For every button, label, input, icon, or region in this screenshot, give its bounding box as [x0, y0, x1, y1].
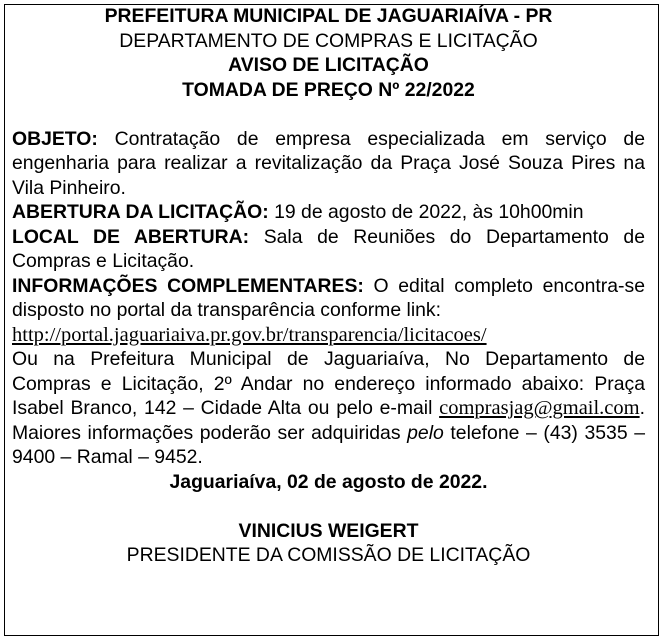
objeto-paragraph [12, 127, 645, 201]
informacoes-paragraph [12, 274, 645, 323]
spacer [12, 494, 645, 519]
objeto-text: Contratação de empresa especializada em serviço de engenharia para realizar a revitalização da Praça José Souza Pires na Vila Pinheiro. [12, 127, 645, 199]
signature-title: PRESIDENTE DA COMISSÃO DE LICITAÇÃO [126, 544, 531, 566]
objeto-label: OBJETO: [12, 127, 98, 150]
pelo-text: pelo [407, 421, 444, 444]
local-label: LOCAL DE ABERTURA: [12, 225, 250, 248]
telefone-text: telefone – (43) 3535 – 9400 – Ramal – 9452. [12, 421, 645, 468]
transparencia-link[interactable]: http://portal.jaguariaiva.pr.gov.br/transparencia/licitacoes/ [12, 323, 487, 346]
local-text: Sala de Reuniões do Departamento de Compras e Licitação. [12, 225, 645, 272]
informacoes-text: O edital completo encontra-se disposto no portal da transparência conforme link: [12, 274, 645, 321]
informacoes-label: INFORMAÇÕES COMPLEMENTARES: [12, 274, 364, 297]
abertura-paragraph [12, 200, 645, 225]
date-line: Jaguariaíva, 02 de agosto de 2022. [169, 470, 488, 493]
header-departamento: DEPARTAMENTO DE COMPRAS E LICITAÇÃO [119, 29, 538, 52]
abertura-text: 19 de agosto de 2022, às 10h00min [268, 201, 584, 223]
contato-text: Ou na Prefeitura Municipal de Jaguariaíva, No Departamento de Compras e Licitação, 2º Andar no endereço informado abaixo: Praça Isabel Branco, 142 – Cidade Alta ou pelo e-mail [12, 348, 645, 419]
header-tomada: TOMADA DE PREÇO Nº 22/2022 [182, 78, 475, 101]
abertura-label: ABERTURA DA LICITAÇÃO: [12, 201, 269, 223]
contato-text-2: . Maiores informações poderão ser adquiridas [12, 397, 645, 444]
local-paragraph [12, 225, 645, 274]
notice-content [12, 4, 645, 568]
email-link[interactable]: comprasjag@gmail.com [439, 397, 640, 419]
contato-paragraph [12, 347, 645, 470]
signature-name: VINICIUS WEIGERT [238, 519, 419, 542]
header-aviso: AVISO DE LICITAÇÃO [228, 54, 429, 76]
link-line [12, 323, 645, 348]
spacer [12, 102, 645, 127]
header-prefeitura: PREFEITURA MUNICIPAL DE JAGUARIAÍVA - PR [104, 5, 553, 27]
